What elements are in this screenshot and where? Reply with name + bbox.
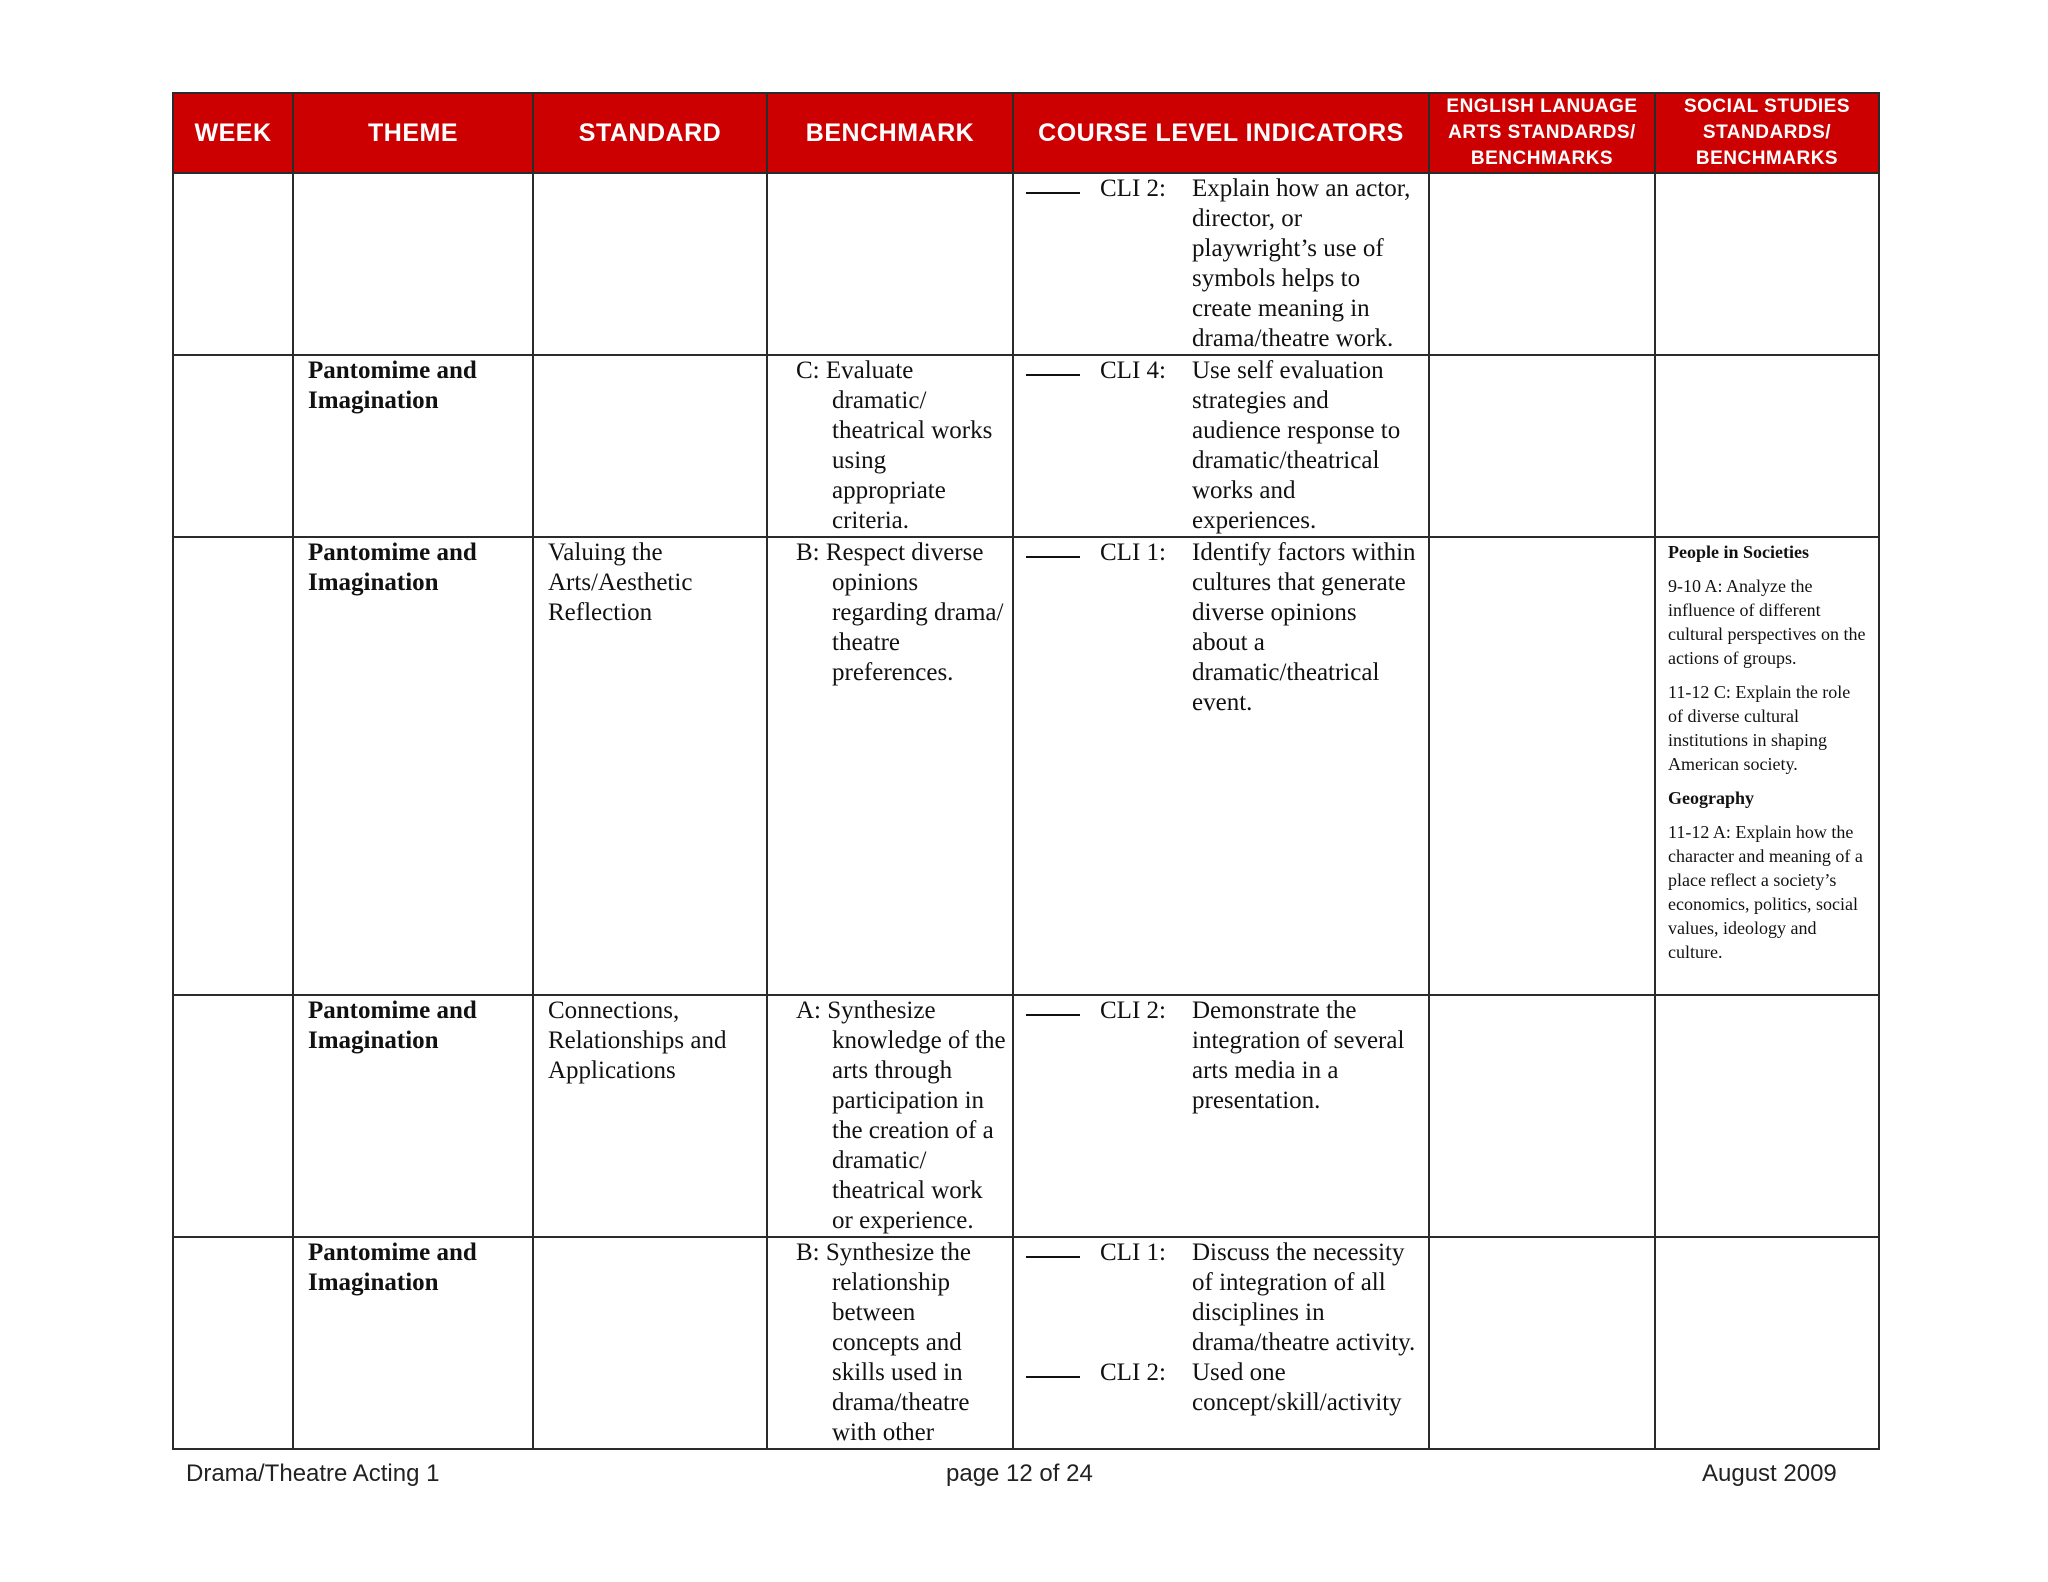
ss-standards <box>1656 538 1878 964</box>
cli-cell <box>1013 355 1429 537</box>
week-cell <box>173 173 293 355</box>
ela-cell <box>1429 355 1655 537</box>
ss-cell <box>1655 995 1879 1237</box>
header-ss-line: STANDARDS/ <box>1702 122 1832 143</box>
ss-cell <box>1655 1237 1879 1449</box>
ss-cell <box>1655 537 1879 995</box>
ss-heading: People in Societies <box>1668 542 1809 562</box>
curriculum-table <box>172 92 1880 1450</box>
benchmark-text: C: Evaluate dramatic/ theatrical works using appropriate criteria. <box>796 357 993 534</box>
header-ela-standards <box>1429 93 1655 173</box>
cli-text: Identify factors within cultures that generate diverse opinions about a dramatic/theatrical event. <box>1192 539 1416 716</box>
cli-code: CLI 1: <box>1100 539 1166 566</box>
cli-code: CLI 1: <box>1100 1239 1166 1266</box>
standard-cell: Connections, Relationships and Applications <box>533 995 767 1237</box>
week-cell <box>173 1237 293 1449</box>
footer-page-number: page 12 of 24 <box>946 1460 1093 1487</box>
week-cell <box>173 995 293 1237</box>
benchmark-cell <box>767 173 1013 355</box>
theme-cell <box>293 173 533 355</box>
theme-cell: Pantomime and Imagination <box>293 537 533 995</box>
cli-item <box>1014 538 1428 718</box>
header-ela-line: BENCHMARKS <box>1470 148 1614 169</box>
cli-item <box>1014 1238 1428 1358</box>
theme-cell: Pantomime and Imagination <box>293 1237 533 1449</box>
cli-text: Use self evaluation strategies and audience response to dramatic/theatrical works and experiences. <box>1192 357 1401 534</box>
ss-heading: Geography <box>1668 788 1755 808</box>
header-benchmark: BENCHMARK <box>767 93 1013 173</box>
header-ela-line: ENGLISH LANUAGE <box>1446 96 1638 117</box>
checkoff-blank <box>1026 356 1080 376</box>
ss-benchmark: 11-12 C: Explain the role of diverse cultural institutions in shaping American society. <box>1668 682 1851 774</box>
benchmark-text: B: Synthesize the relationship between concepts and skills used in drama/theatre with other <box>796 1239 971 1446</box>
cli-code: CLI 2: <box>1100 175 1166 202</box>
checkoff-blank <box>1026 538 1080 558</box>
header-standard: STANDARD <box>533 93 767 173</box>
cli-text: Demonstrate the integration of several arts media in a presentation. <box>1192 997 1405 1114</box>
cli-text: Used one concept/skill/activity <box>1192 1359 1402 1416</box>
cli-cell <box>1013 537 1429 995</box>
benchmark-cell <box>767 537 1013 995</box>
ss-benchmark: 9-10 A: Analyze the influence of different cultural perspectives on the actions of groups. <box>1668 576 1866 668</box>
header-theme: THEME <box>293 93 533 173</box>
theme-cell: Pantomime and Imagination <box>293 995 533 1237</box>
ela-cell <box>1429 537 1655 995</box>
standard-cell: Valuing the Arts/Aesthetic Reflection <box>533 537 767 995</box>
header-social-studies-standards <box>1655 93 1879 173</box>
cli-item <box>1014 1358 1428 1418</box>
header-row <box>173 93 1879 173</box>
checkoff-blank <box>1026 174 1080 194</box>
header-ela-line: ARTS STANDARDS/ <box>1448 122 1636 143</box>
cli-item <box>1014 174 1428 354</box>
benchmark-text: A: Synthesize knowledge of the arts through participation in the creation of a dramatic/ theatrical work or experience. <box>796 997 1006 1234</box>
header-ss-line: SOCIAL STUDIES <box>1683 96 1851 117</box>
theme-cell: Pantomime and Imagination <box>293 355 533 537</box>
benchmark-cell <box>767 995 1013 1237</box>
table-row <box>173 1237 1879 1449</box>
ss-benchmark: 11-12 A: Explain how the character and meaning of a place reflect a society’s economics, politics, social values, ideology and culture. <box>1668 822 1863 962</box>
standard-cell <box>533 173 767 355</box>
ss-cell <box>1655 355 1879 537</box>
benchmark-text: B: Respect diverse opinions regarding drama/ theatre preferences. <box>796 539 1004 686</box>
cli-text: Explain how an actor, director, or playwright’s use of symbols helps to create meaning in drama/theatre work. <box>1192 175 1411 352</box>
checkoff-blank <box>1026 996 1080 1016</box>
cli-item <box>1014 356 1428 536</box>
header-ss-line: BENCHMARKS <box>1695 148 1839 169</box>
footer-course-title: Drama/Theatre Acting 1 <box>186 1460 440 1487</box>
standard-cell <box>533 355 767 537</box>
checkoff-blank <box>1026 1358 1080 1378</box>
table-row <box>173 995 1879 1237</box>
ss-cell <box>1655 173 1879 355</box>
cli-cell <box>1013 995 1429 1237</box>
cli-text: Discuss the necessity of integration of all disciplines in drama/theatre activity. <box>1192 1239 1416 1356</box>
table-row <box>173 173 1879 355</box>
week-cell <box>173 355 293 537</box>
cli-cell <box>1013 173 1429 355</box>
table-row <box>173 355 1879 537</box>
benchmark-cell <box>767 1237 1013 1449</box>
checkoff-blank <box>1026 1238 1080 1258</box>
benchmark-cell <box>767 355 1013 537</box>
cli-code: CLI 4: <box>1100 357 1166 384</box>
cli-code: CLI 2: <box>1100 997 1166 1024</box>
header-week: WEEK <box>173 93 293 173</box>
cli-cell <box>1013 1237 1429 1449</box>
header-course-level-indicators: COURSE LEVEL INDICATORS <box>1013 93 1429 173</box>
ela-cell <box>1429 995 1655 1237</box>
footer-date: August 2009 <box>1702 1460 1837 1487</box>
table-row <box>173 537 1879 995</box>
cli-code: CLI 2: <box>1100 1359 1166 1386</box>
ela-cell <box>1429 173 1655 355</box>
ela-cell <box>1429 1237 1655 1449</box>
week-cell <box>173 537 293 995</box>
cli-item <box>1014 996 1428 1116</box>
standard-cell <box>533 1237 767 1449</box>
